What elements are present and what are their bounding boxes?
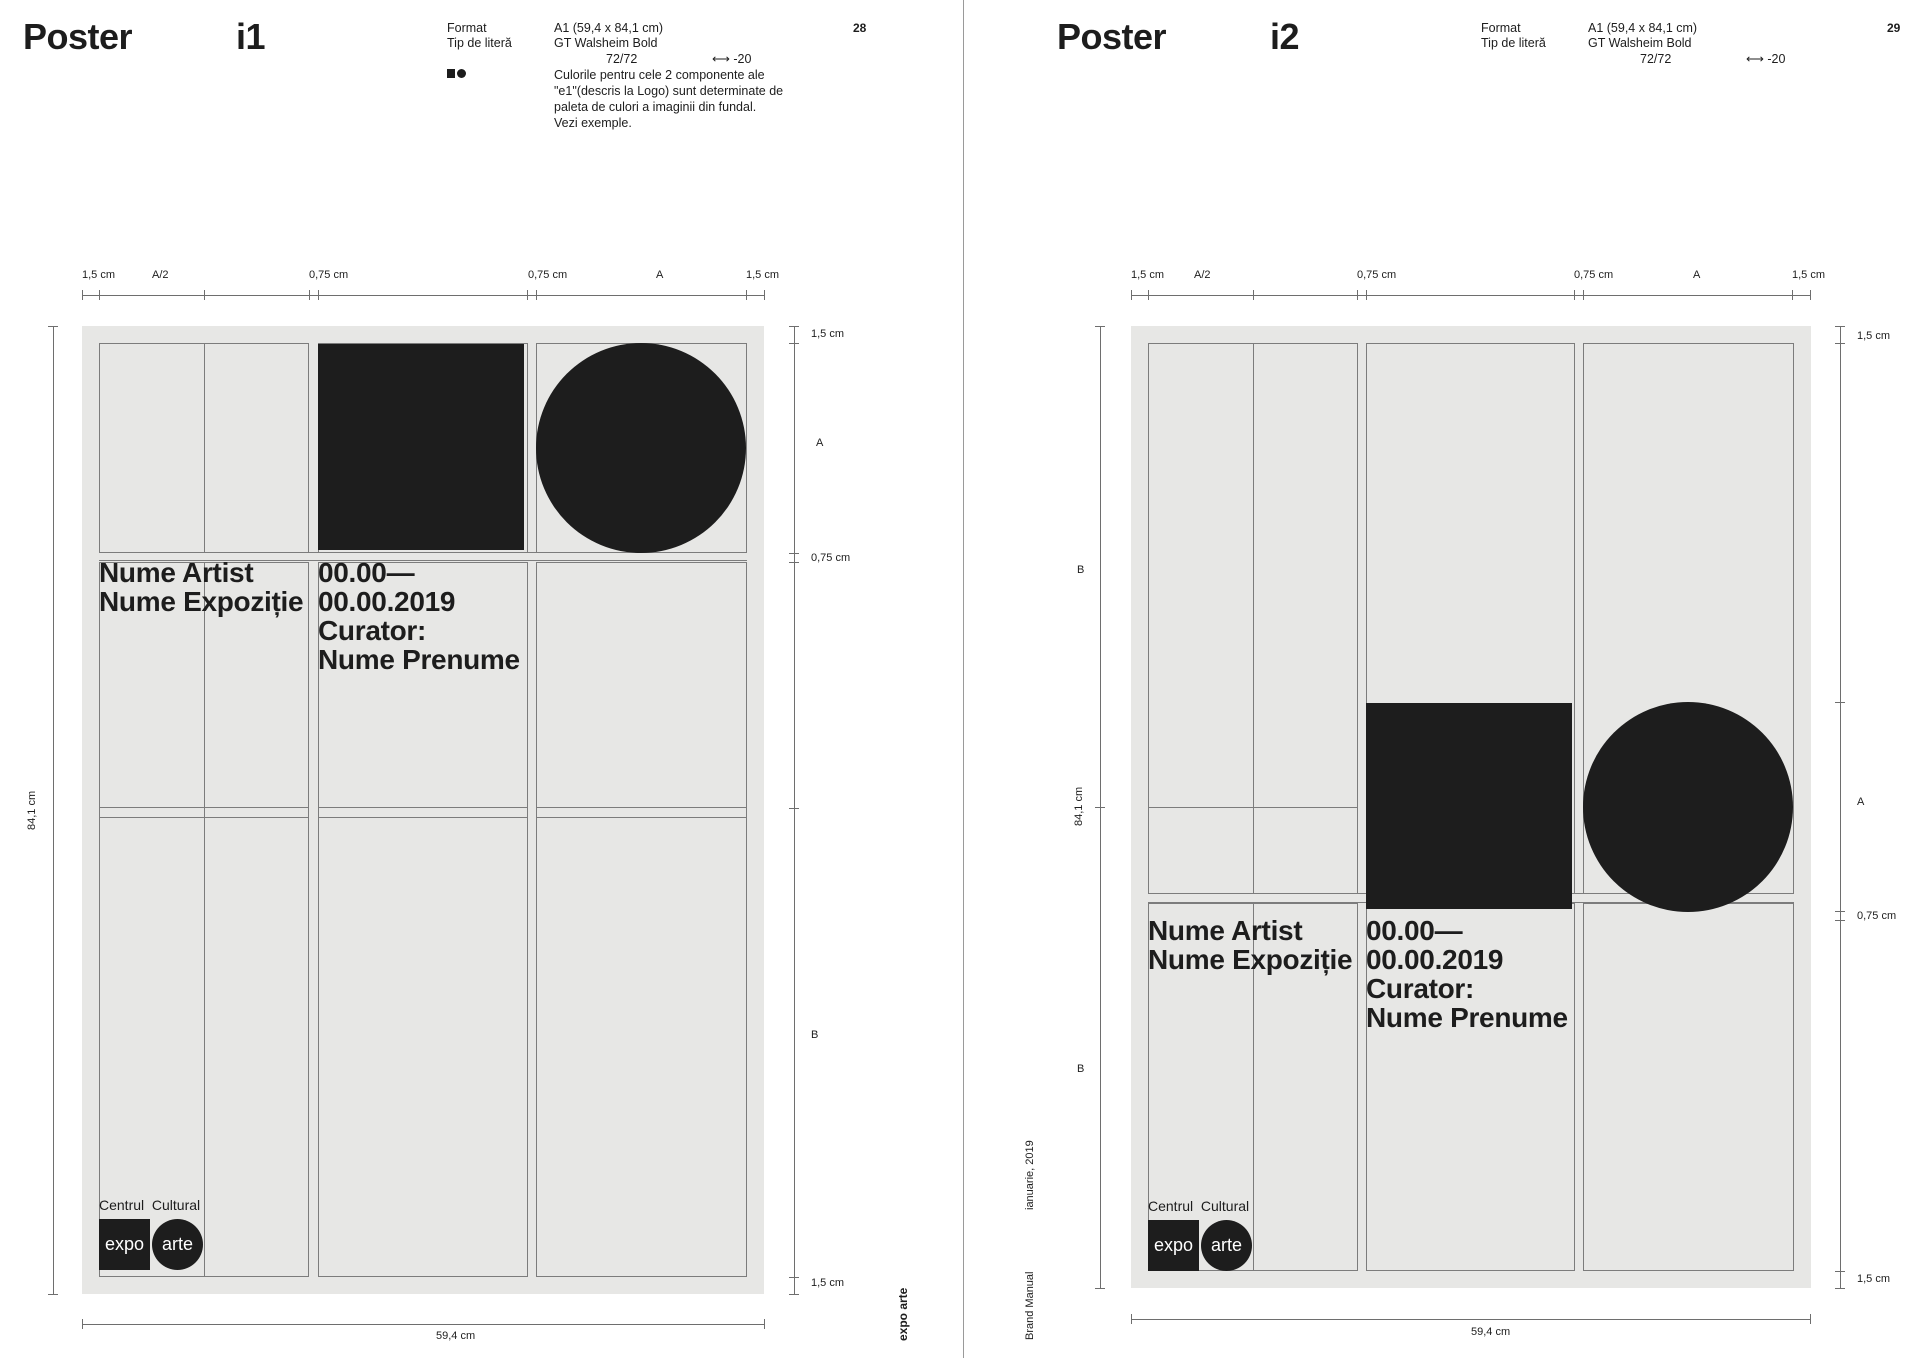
dim-label: 1,5 cm (82, 269, 116, 281)
shapes-icon (447, 69, 467, 79)
dim-label: 1,5 cm (1857, 330, 1891, 342)
poster-i1 (82, 326, 764, 1294)
note-line-1: Culorile pentru cele 2 componente ale (554, 68, 765, 82)
grid-cell (1253, 343, 1358, 808)
poster-i2 (1131, 326, 1811, 1288)
dim-label: 0,75 cm (1857, 910, 1897, 922)
curator: Curator: Nume Prenume (318, 615, 520, 675)
grid-cell (1253, 807, 1358, 894)
meta-tracking: ⟷ -20 (712, 52, 752, 66)
dim-label: B (1077, 564, 1085, 576)
meta-label-font: Tip de literă (447, 36, 512, 50)
dim-label: 1,5 cm (746, 269, 780, 281)
meta-label-format: Format (447, 21, 487, 35)
logo-caption: Centrul Cultural (99, 1197, 201, 1213)
black-square (318, 344, 524, 550)
meta-label-format: Format (1481, 21, 1521, 35)
exhibition-dates: 00.00— 00.00.2019 (318, 557, 456, 617)
logo-caption: Centrul Cultural (1148, 1198, 1250, 1214)
meta-value-format: A1 (59,4 x 84,1 cm) (1588, 21, 1698, 35)
dim-label: 1,5 cm (1792, 269, 1826, 281)
dim-label: 0,75 cm (1357, 269, 1397, 281)
dim-label: A (1857, 796, 1865, 808)
meta-leading: 72/72 (1640, 52, 1672, 66)
dim-label: A/2 (152, 269, 169, 281)
grid-cell (1148, 343, 1254, 808)
grid-cell (99, 343, 205, 553)
meta-tracking: ⟷ -20 (1746, 52, 1786, 66)
grid-cell (536, 807, 747, 1277)
height-label: 84,1 cm (1073, 786, 1085, 826)
artist-name: Nume Artist (1148, 915, 1303, 946)
dim-label: A (656, 269, 664, 281)
grid-cell (318, 807, 528, 1277)
dim-label: 0,75 cm (528, 269, 568, 281)
dimension-line (53, 326, 54, 1294)
dim-label: 1,5 cm (811, 1277, 845, 1289)
height-label: 84,1 cm (26, 790, 38, 830)
page-id: i2 (1270, 16, 1300, 57)
meta-leading: 72/72 (606, 52, 638, 66)
page-title: Poster (23, 16, 133, 57)
exhibition-name: Nume Expoziție (99, 586, 304, 617)
dim-label: 1,5 cm (811, 328, 845, 340)
dim-label: 1,5 cm (1131, 269, 1165, 281)
grid-cell (204, 343, 309, 553)
meta-value-font: GT Walsheim Bold (554, 36, 658, 50)
page-title: Poster (1057, 16, 1167, 57)
page-fold (963, 0, 964, 1358)
meta-value-font: GT Walsheim Bold (1588, 36, 1692, 50)
logo-arte: arte (1201, 1220, 1252, 1271)
grid-cell (1148, 807, 1254, 894)
grid-cell (1583, 903, 1794, 1271)
note-line-3: paleta de culori a imaginii din fundal. (554, 100, 757, 114)
width-label: 59,4 cm (436, 1330, 476, 1342)
black-square (1366, 703, 1572, 909)
note-line-2: "e1"(descris la Logo) sunt determinate de (554, 84, 784, 98)
exhibition-dates: 00.00— 00.00.2019 (1366, 915, 1504, 975)
meta-label-font: Tip de literă (1481, 36, 1546, 50)
artist-name: Nume Artist (99, 557, 254, 588)
black-circle (536, 343, 746, 553)
page-id: i1 (236, 16, 266, 57)
page-number: 29 (1887, 21, 1901, 35)
dimension-line (82, 295, 764, 296)
meta-value-format: A1 (59,4 x 84,1 cm) (554, 21, 664, 35)
logo-expo: expo (1148, 1220, 1199, 1271)
page-number: 28 (853, 21, 867, 35)
dim-label: 0,75 cm (1574, 269, 1614, 281)
logo-arte: arte (152, 1219, 203, 1270)
grid-cell (536, 562, 747, 818)
dim-label: 0,75 cm (309, 269, 349, 281)
dim-label: A (816, 437, 824, 449)
logo-expo: expo (99, 1219, 150, 1270)
dim-label: 0,75 cm (811, 552, 851, 564)
exhibition-name: Nume Expoziție (1148, 944, 1353, 975)
dim-label: A (1693, 269, 1701, 281)
side-title: Brand Manual (1024, 1271, 1036, 1340)
dim-label: A/2 (1194, 269, 1211, 281)
side-date: ianuarie, 2019 (1024, 1140, 1036, 1210)
note-line-4: Vezi exemple. (554, 116, 632, 130)
dim-label: B (1077, 1063, 1085, 1075)
dim-label: B (811, 1029, 819, 1041)
footer-brand: expo arte (896, 1287, 910, 1341)
black-circle (1583, 702, 1793, 912)
grid-cell (204, 807, 309, 1277)
curator: Curator: Nume Prenume (1366, 973, 1568, 1033)
dim-label: 1,5 cm (1857, 1273, 1891, 1285)
width-label: 59,4 cm (1471, 1326, 1511, 1338)
